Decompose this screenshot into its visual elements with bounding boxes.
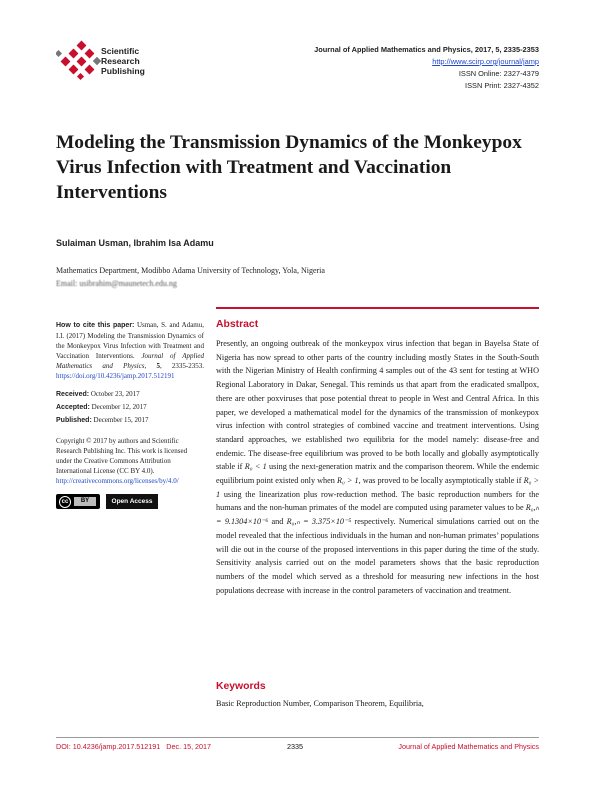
abstract-part: using the next-generation matrix and the comparison theorem. While the endemic equilibrium point existed only when [216, 462, 539, 486]
abstract-top-rule [216, 307, 539, 309]
cc-by-badge-icon[interactable]: cc BY [56, 494, 100, 509]
abstract-text [216, 337, 539, 597]
publisher-name [101, 46, 145, 76]
footer-journal: Journal of Applied Mathematics and Physics [398, 742, 539, 751]
journal-name-line: Journal of Applied Mathematics and Physics, 2017, 5, 2335-2353 [314, 45, 539, 54]
paper-title: Modeling the Transmission Dynamics of the Monkeypox Virus Infection with Treatment and Vaccination Interventions [56, 132, 522, 203]
how-to-cite [56, 320, 204, 381]
authors: Sulaiman Usman, Ibrahim Isa Adamu [56, 238, 214, 248]
footer-rule [56, 737, 539, 738]
footer-doi[interactable]: DOI: 10.4236/jamp.2017.512191 [56, 742, 161, 751]
received-date: October 23, 2017 [90, 390, 140, 398]
published-date: December 15, 2017 [93, 416, 149, 424]
equation: R₀,ₙ = 3.375×10⁻⁵ [286, 517, 352, 527]
cite-doi-link[interactable]: https://doi.org/10.4236/jamp.2017.512191 [56, 372, 175, 380]
issn-online: ISSN Online: 2327-4379 [458, 69, 539, 78]
received-label: Received: [56, 391, 90, 398]
dates [56, 389, 204, 426]
issn-print: ISSN Print: 2327-4352 [465, 81, 539, 90]
equation: R₀ < 1 [244, 462, 267, 472]
abstract-part: respectively. Numerical simulations carried out on the model revealed that the infectious individuals in the human and non-human primates’ populations will die out in the course of the proposed interventions in this paper during the time of the study. Sensitivity analysis carried out on the model parameters shows that the basic reproduction numbers of the model which served as a threshold for measuring new infections in the host populations decrease with increase in the control parameters of vaccination and treatment. [216, 517, 539, 595]
cite-journal: Journal of Applied Mathematics and Physics, [56, 352, 204, 370]
keywords-text: Basic Reproduction Number, Comparison Theorem, Equilibria, [216, 699, 424, 708]
accepted-date: December 12, 2017 [91, 403, 147, 411]
cite-text: Usman, S. and Adamu, I.I. (2017) Modeling the Transmission Dynamics of the Monkeypox Virus Infection with Treatment and Vaccination Interventions. [56, 321, 204, 360]
sidebar [56, 320, 204, 509]
abstract-part: using the linearization plus row-reduction method. The basic reproduction numbers for the humans and the non-human primates of the model are computed using parameter values to be [216, 489, 539, 513]
keywords-heading: Keywords [216, 681, 266, 692]
equation: R₀ > 1 [336, 476, 359, 486]
copyright-text: Copyright © 2017 by authors and Scientific Research Publishing Inc. This work is licensed under the Creative Commons Attribution International License (CC BY 4.0). [56, 437, 188, 475]
copyright-block [56, 436, 204, 486]
affiliation-block [56, 264, 476, 290]
abstract-part: , was proved to be locally asymptotically stable if [358, 476, 524, 486]
license-link[interactable]: http://creativecommons.org/licenses/by/4.0/ [56, 477, 179, 485]
footer-doi-date [56, 742, 211, 751]
footer-date: Dec. 15, 2017 [166, 742, 212, 751]
journal-url-link[interactable]: http://www.scirp.org/journal/jamp [432, 57, 539, 66]
email: Email: usibrahim@maunetech.edu.ng [56, 279, 177, 288]
cite-label: How to cite this paper: [56, 322, 135, 329]
equation: R₀,ₕ = 9.1304×10⁻⁶ [216, 503, 539, 527]
abstract-part: Presently, an ongoing outbreak of the monkeypox virus infection that began in Bayelsa State of Nigeria has now spread to other parts of the country including mostly States in the South-South with the Nigerian Ministry of Health confirming 4 samples out of the 43 sent for testing at WHO Regional Laboratory in Dakar, Senegal. This reminds us that apart from the eradicated smallpox, there are other poxviruses that pose potential threat to people in West and Central Africa. In this paper, we developed a mathematical model for the dynamics of the transmission of monkeypox virus infection with control strategies of combined vaccine and treatment interventions. Using standard approaches, we established two equilibria for the model namely: disease-free and endemic. The disease-free equilibrium was proved to be both locally and globally asymptotically stable if [216, 339, 539, 472]
cc-by-label: BY [74, 497, 96, 506]
equation: R₀ > 1 [216, 476, 540, 499]
cite-volume: 5 [156, 362, 160, 370]
published-label: Published: [56, 417, 92, 424]
affiliation: Mathematics Department, Modibbo Adama University of Technology, Yola, Nigeria [56, 266, 325, 275]
badges [56, 494, 204, 509]
accepted-label: Accepted: [56, 404, 90, 411]
publisher-line-1: Scientific [101, 46, 140, 56]
abstract-heading: Abstract [216, 319, 259, 330]
publisher-line-2: Research [101, 56, 140, 66]
open-access-badge[interactable]: Open Access [106, 494, 158, 509]
abstract-part: and [268, 517, 287, 527]
page-number: 2335 [287, 742, 303, 751]
cite-pages: , 2335-2353. [159, 362, 204, 370]
publisher-line-3: Publishing [101, 66, 145, 76]
journal-info [314, 44, 539, 92]
